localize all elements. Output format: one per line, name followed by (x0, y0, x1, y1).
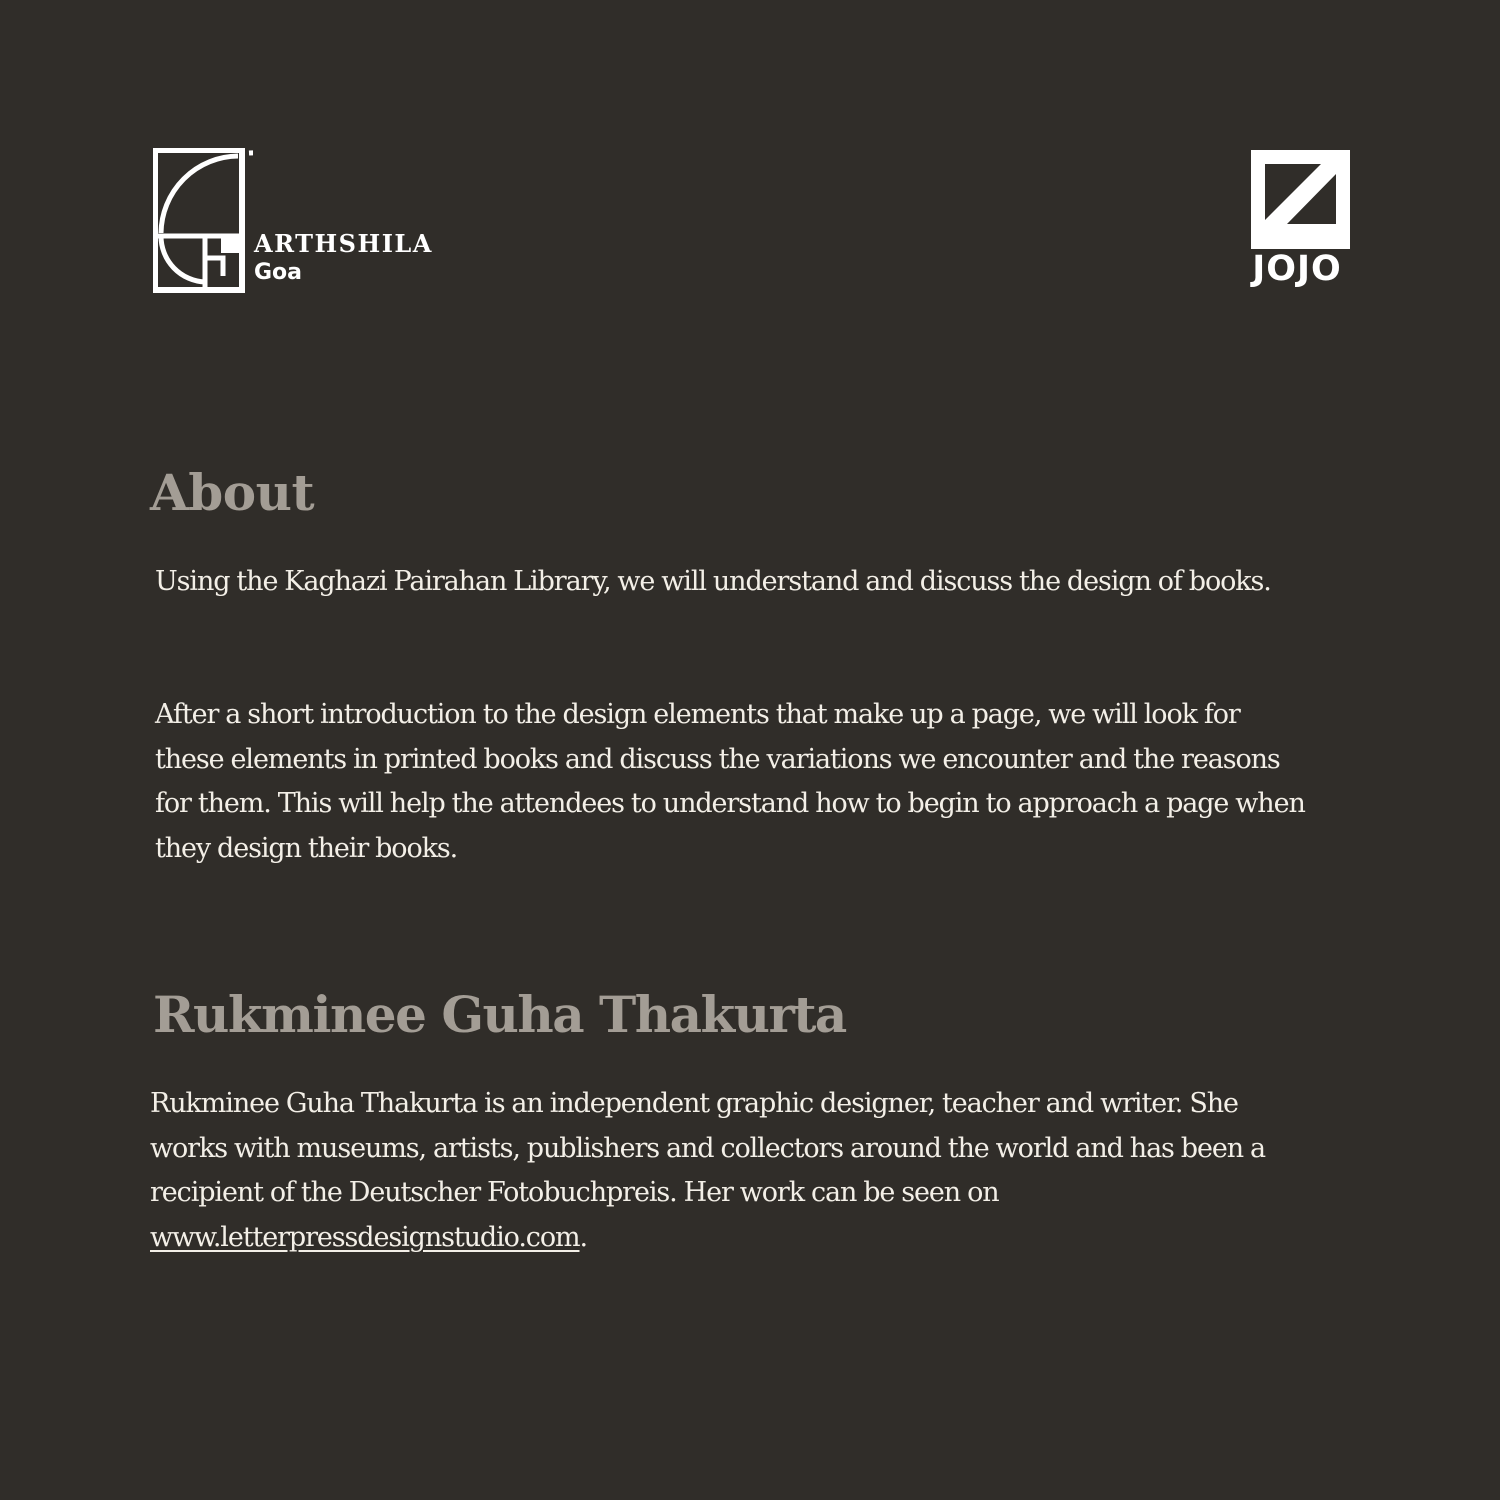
arthshila-logo (153, 148, 443, 294)
studio-website-link[interactable]: www.letterpressdesignstudio.com (150, 1222, 580, 1254)
about-paragraph-1: Using the Kaghazi Pairahan Library, we will understand and discuss the design of books. (155, 566, 1271, 597)
about-heading: About (150, 463, 315, 522)
bio-text-end: . (579, 1222, 587, 1254)
jojo-logo (1240, 148, 1354, 294)
arthshila-name: ARTHSHILA (254, 229, 433, 258)
jojo-mark-icon (1251, 150, 1350, 250)
arthshila-city: Goa (254, 260, 303, 285)
about-paragraph-2: After a short introduction to the design elements that make up a page, we will look for these elements in printed books and discuss the variations we encounter and the reasons for them. This will help the attendees to understand how to begin to approach a page when they design their books. (155, 699, 1305, 865)
arthshila-mark-icon (153, 148, 253, 294)
jojo-wordmark: JOJO (1252, 249, 1342, 289)
bio-heading: Rukminee Guha Thakurta (153, 985, 846, 1044)
bio-text: Rukminee Guha Thakurta is an independent graphic designer, teacher and writer. She works with museums, artists, publishers and collectors around the world and has been a recipient of the Deutscher Fotobuchpreis. Her work can be seen on (150, 1088, 1266, 1209)
bio-paragraph (150, 1082, 1315, 1261)
